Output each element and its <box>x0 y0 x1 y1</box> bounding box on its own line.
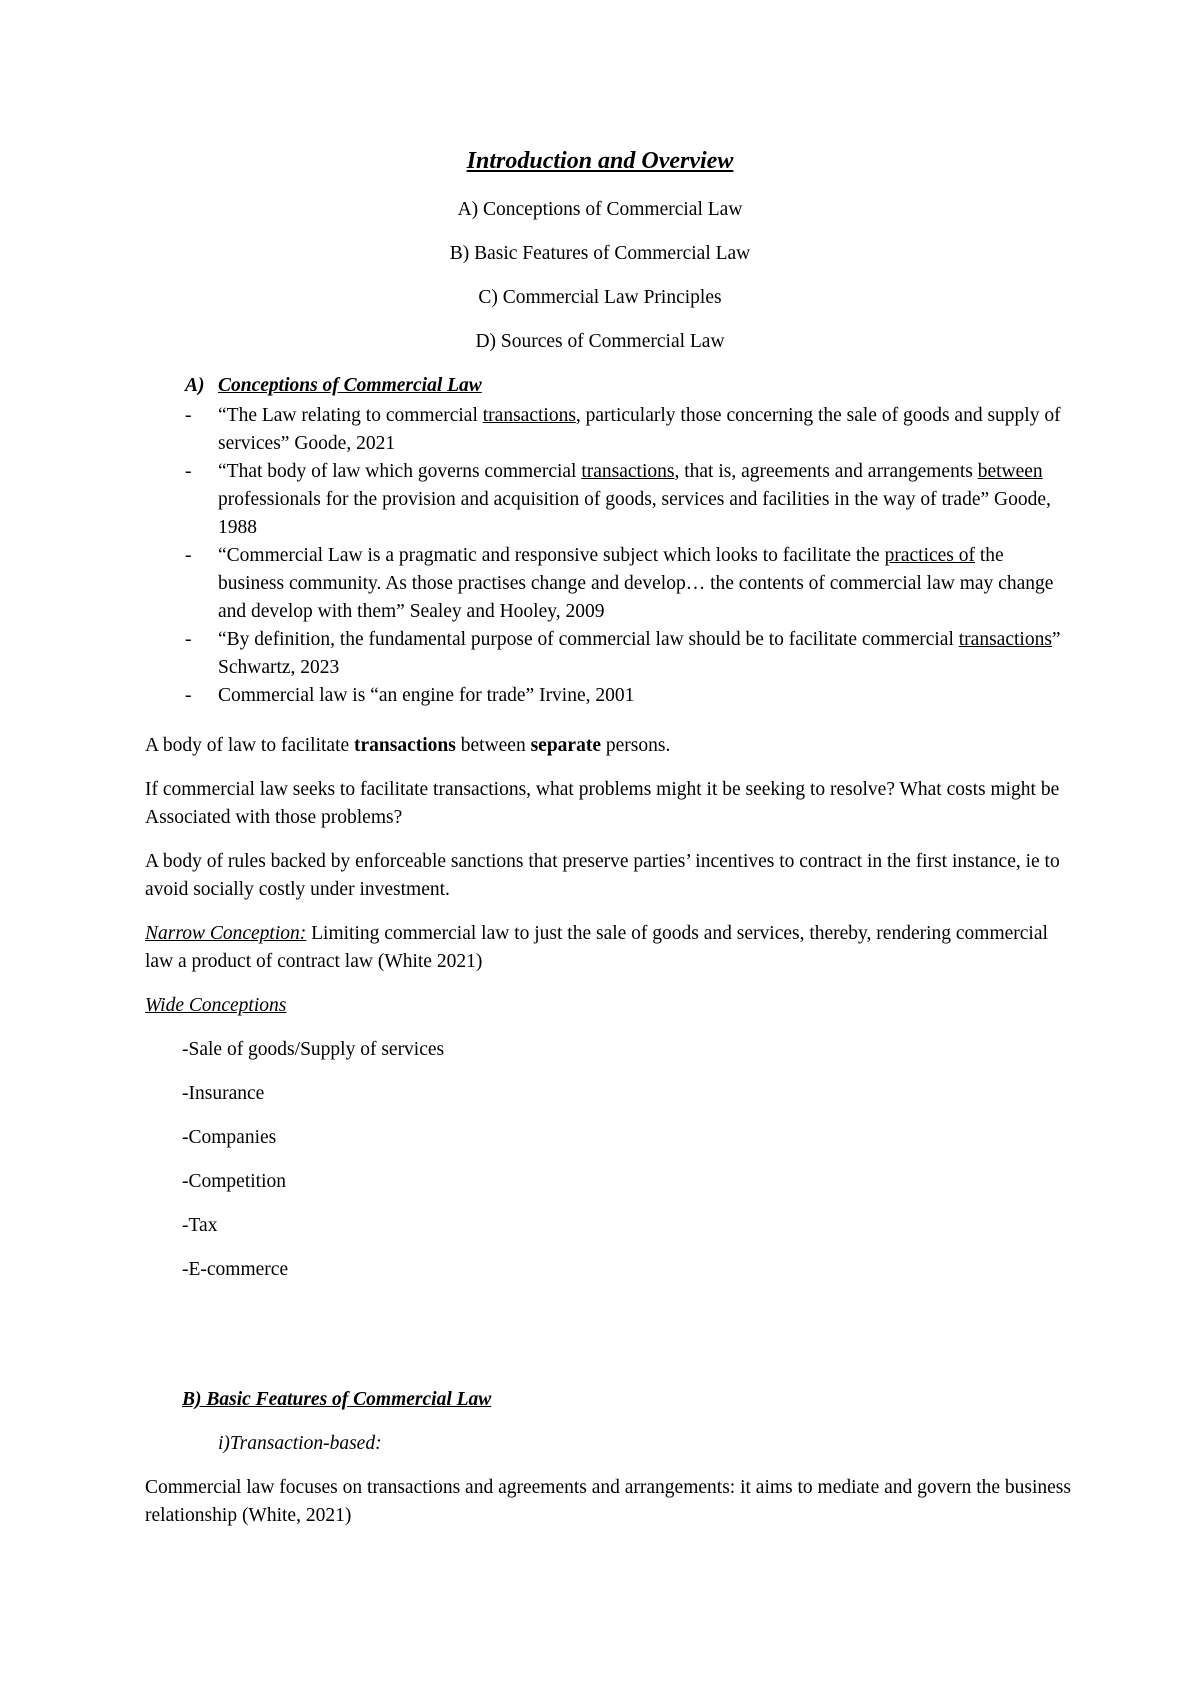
definitions-list <box>185 402 1065 710</box>
paragraph-text: persons. <box>601 735 671 756</box>
wide-conceptions-label: Wide Conceptions <box>145 995 287 1016</box>
quote-text: “By definition, the fundamental purpose of commercial law should be to facilitate commercial <box>218 629 959 650</box>
bold-term: transactions <box>354 735 456 756</box>
quote-text: , that is, agreements and arrangements <box>674 461 978 482</box>
quote-text: “That body of law which governs commercial <box>218 461 582 482</box>
paragraph-transaction-based: Commercial law focuses on transactions and agreements and arrangements: it aims to mediate and govern the business relationship (White, 2021) <box>145 1477 1071 1526</box>
section-b-subheading: i)Transaction-based: <box>218 1433 382 1454</box>
bullet-dash: - <box>185 629 192 650</box>
section-b-heading: B) Basic Features of Commercial Law <box>182 1389 492 1410</box>
paragraph-text: A body of law to facilitate <box>145 735 355 756</box>
wide-item: -Sale of goods/Supply of services <box>182 1039 445 1060</box>
wide-item: -Companies <box>182 1127 277 1148</box>
bullet-dash: - <box>185 461 192 482</box>
underlined-term: transactions <box>958 629 1052 650</box>
bullet-dash: - <box>185 685 192 706</box>
narrow-conception-label: Narrow Conception: <box>145 923 307 944</box>
list-item <box>185 458 1065 542</box>
underlined-term: transactions <box>482 405 576 426</box>
wide-item: -Insurance <box>182 1083 265 1104</box>
section-a-letter: A) <box>185 375 205 396</box>
quote-text: , particularly those concerning the sale of goods and supply of services” Goode, 2021 <box>218 405 1061 454</box>
paragraph-text: Limiting commercial law to just the sale of goods and services, thereby, rendering commercial law a product of contract law (White 2021) <box>145 923 1048 972</box>
paragraph-rules: A body of rules backed by enforceable sanctions that preserve parties’ incentives to contract in the first instance, ie to avoid socially costly under investment. <box>145 851 1060 900</box>
underlined-term: transactions <box>581 461 675 482</box>
wide-item: -Tax <box>182 1215 218 1236</box>
quote-text: “Commercial Law is a pragmatic and responsive subject which looks to facilitate the <box>218 545 885 566</box>
page-title: Introduction and Overview <box>466 148 734 174</box>
toc-item-c: C) Commercial Law Principles <box>478 287 722 308</box>
bold-term: separate <box>530 735 601 756</box>
paragraph-narrow-conception <box>145 920 1075 976</box>
toc-item-d: D) Sources of Commercial Law <box>475 331 725 352</box>
quote-text: “The Law relating to commercial <box>218 405 483 426</box>
quote-text: Commercial law is “an engine for trade” Irvine, 2001 <box>218 685 635 706</box>
bullet-dash: - <box>185 545 192 566</box>
quote-text: ” Schwartz, 2023 <box>218 629 1061 678</box>
paragraph-body-of-law <box>145 732 1075 760</box>
wide-item: -Competition <box>182 1171 286 1192</box>
underlined-term: practices of <box>884 545 976 566</box>
toc-item-b: B) Basic Features of Commercial Law <box>449 243 751 264</box>
section-a-heading: Conceptions of Commercial Law <box>218 375 482 396</box>
list-item <box>185 626 1065 682</box>
list-item <box>185 542 1065 626</box>
paragraph-question: If commercial law seeks to facilitate transactions, what problems might it be seeking to resolve? What costs might be Associated with those problems? <box>145 779 1060 828</box>
list-item <box>185 682 1065 710</box>
quote-text: the business community. As those practises change and develop… the contents of commercial law may change and develop with them” Sealey and Hooley, 2009 <box>218 545 1054 622</box>
paragraph-text: between <box>455 735 531 756</box>
toc-item-a: A) Conceptions of Commercial Law <box>457 199 743 220</box>
list-item <box>185 402 1065 458</box>
bullet-dash: - <box>185 405 192 426</box>
wide-item: -E-commerce <box>182 1259 289 1280</box>
underlined-term: between <box>977 461 1043 482</box>
quote-text: professionals for the provision and acquisition of goods, services and facilities in the way of trade” Goode, 1988 <box>218 489 1051 538</box>
